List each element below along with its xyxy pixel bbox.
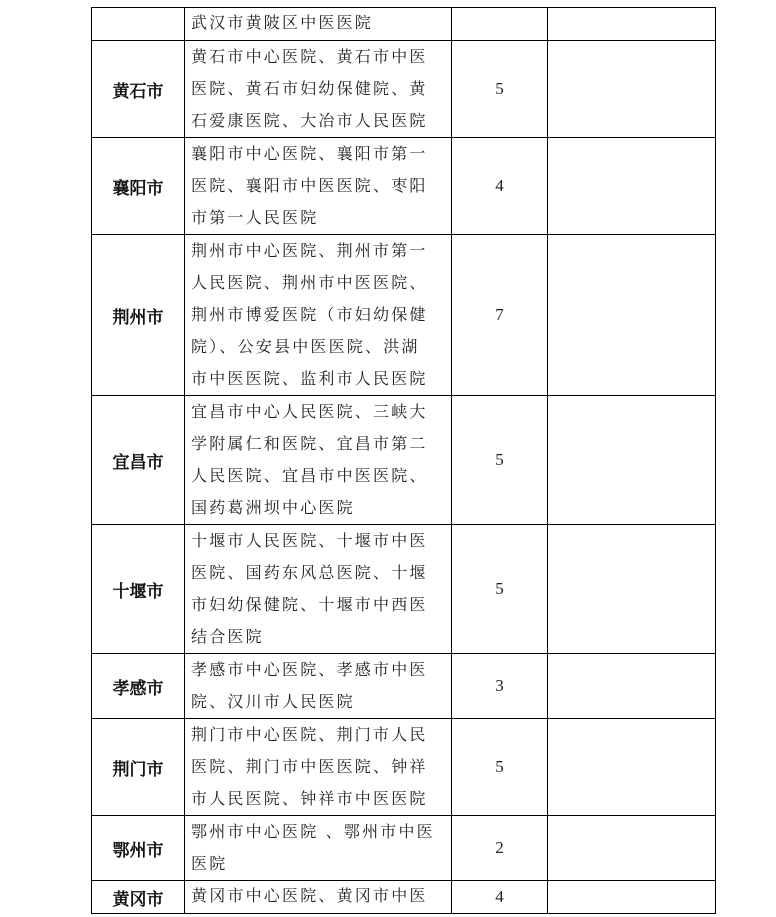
note-cell: [548, 41, 716, 138]
note-cell: [548, 138, 716, 235]
hospital-text-line: 院）、公安县中医医院、洪湖: [191, 337, 420, 356]
hospital-text-line: 结合医院: [191, 627, 264, 646]
hospital-text-line: 十堰市人民医院、十堰市中医: [191, 531, 428, 550]
hospital-text-line: 医院、黄石市妇幼保健院、黄: [191, 79, 428, 98]
count-cell: 3: [452, 654, 548, 719]
hospital-text-line: 孝感市中心医院、孝感市中医: [191, 660, 428, 679]
hospital-text-line: 医院、国药东风总医院、十堰: [191, 563, 428, 582]
hospital-list-cell: [185, 881, 452, 914]
count-cell: 4: [452, 138, 548, 235]
table-row: [92, 654, 716, 719]
hospital-text-line: 院、汉川市人民医院: [191, 692, 355, 711]
count-cell: 5: [452, 525, 548, 654]
table-row: [92, 396, 716, 525]
table-row: [92, 235, 716, 396]
hospital-list-cell: [185, 816, 452, 881]
table-row: [92, 525, 716, 654]
count-cell: 5: [452, 719, 548, 816]
hospital-text-line: 宜昌市中心人民医院、三峡大: [191, 402, 428, 421]
note-cell: [548, 8, 716, 41]
city-cell: 宜昌市: [92, 396, 185, 525]
count-cell: 5: [452, 396, 548, 525]
hospital-list-cell: [185, 396, 452, 525]
hospital-list-cell: [185, 41, 452, 138]
table-row: [92, 8, 716, 41]
hospital-text-line: 襄阳市中心医院、襄阳市第一: [191, 144, 428, 163]
hospital-text-line: 医院、荆门市中医医院、钟祥: [191, 757, 428, 776]
hospital-list-cell: [185, 138, 452, 235]
note-cell: [548, 396, 716, 525]
note-cell: [548, 235, 716, 396]
city-cell: 荆州市: [92, 235, 185, 396]
count-cell: 4: [452, 881, 548, 914]
hospital-list-cell: [185, 8, 452, 41]
hospital-text-line: 荆门市中心医院、荆门市人民: [191, 725, 428, 744]
hospital-text-line: 国药葛洲坝中心医院: [191, 498, 355, 517]
hospital-text-line: 黄冈市中心医院、黄冈市中医: [191, 886, 428, 905]
hospital-text-line: 医院: [191, 854, 228, 873]
hospital-text-line: 市妇幼保健院、十堰市中西医: [191, 595, 428, 614]
table-row: [92, 816, 716, 881]
note-cell: [548, 881, 716, 914]
count-cell: [452, 8, 548, 41]
hospital-text-line: 人民医院、荆州市中医医院、: [191, 273, 428, 292]
hospital-text-line: 黄石市中心医院、黄石市中医: [191, 47, 428, 66]
hospital-text-line: 学附属仁和医院、宜昌市第二: [191, 434, 428, 453]
note-cell: [548, 525, 716, 654]
hospital-text-line: 武汉市黄陂区中医医院: [191, 13, 374, 32]
table-row: [92, 41, 716, 138]
city-cell: [92, 8, 185, 41]
count-cell: 2: [452, 816, 548, 881]
hospital-text-line: 市中医医院、监利市人民医院: [191, 369, 428, 388]
hospital-list-cell: [185, 235, 452, 396]
hospital-list-cell: [185, 654, 452, 719]
hospital-text-line: 市人民医院、钟祥市中医医院: [191, 789, 428, 808]
table-row: [92, 138, 716, 235]
hospital-text-line: 市第一人民医院: [191, 208, 319, 227]
note-cell: [548, 654, 716, 719]
city-cell: 鄂州市: [92, 816, 185, 881]
note-cell: [548, 816, 716, 881]
table-row: [92, 719, 716, 816]
table-row: [92, 881, 716, 914]
hospital-text-line: 鄂州市中心医院 、鄂州市中医: [191, 822, 435, 841]
hospital-text-line: 医院、襄阳市中医医院、枣阳: [191, 176, 428, 195]
hospital-text-line: 石爱康医院、大冶市人民医院: [191, 111, 428, 130]
city-cell: 襄阳市: [92, 138, 185, 235]
note-cell: [548, 719, 716, 816]
city-cell: 十堰市: [92, 525, 185, 654]
hospital-text-line: 人民医院、宜昌市中医医院、: [191, 466, 428, 485]
city-cell: 荆门市: [92, 719, 185, 816]
hospital-text-line: 荆州市中心医院、荆州市第一: [191, 241, 428, 260]
count-cell: 5: [452, 41, 548, 138]
city-cell: 黄冈市: [92, 881, 185, 914]
hospital-text-line: 荆州市博爱医院（市妇幼保健: [191, 305, 428, 324]
hospital-list-cell: [185, 525, 452, 654]
city-cell: 黄石市: [92, 41, 185, 138]
hospital-table: [91, 7, 716, 914]
count-cell: 7: [452, 235, 548, 396]
hospital-list-cell: [185, 719, 452, 816]
city-cell: 孝感市: [92, 654, 185, 719]
